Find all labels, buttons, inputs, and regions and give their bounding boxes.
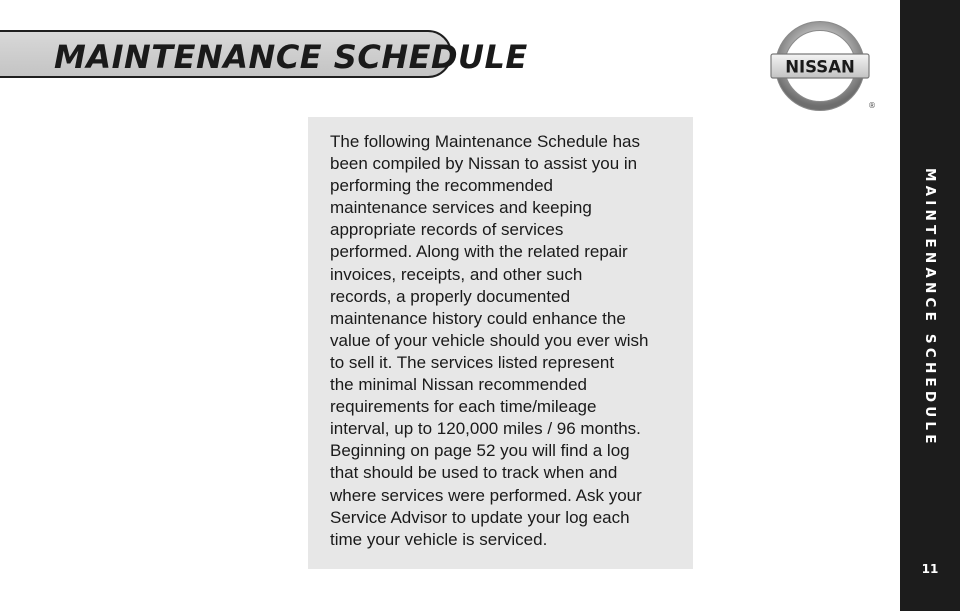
page-number: 11 <box>921 562 939 576</box>
logo-wordmark: NISSAN <box>785 57 855 77</box>
nissan-logo <box>768 20 880 116</box>
nissan-emblem-icon <box>768 20 880 116</box>
body-paragraph: The following Maintenance Schedule has been compiled by Nissan to assist you in performing the recommended maintenance services and keeping appropriate records of services performed. Along with the related repair invoices, receipts, and other such records, a properly documented maintenance history could enhance the value of your vehicle should you ever wish to sell it. The services listed represent the minimal Nissan recommended requirements for each time/mileage interval, up to 120,000 miles / 96 months. Beginning on page 52 you will find a log that should be used to track when and where services were performed. Ask your Service Advisor to update your log each time your vehicle is serviced. <box>330 132 649 549</box>
sidebar-section-label: MAINTENANCE SCHEDULE <box>922 168 938 448</box>
content-panel <box>308 117 693 569</box>
registered-mark: ® <box>868 101 876 110</box>
page-title: MAINTENANCE SCHEDULE <box>54 38 528 76</box>
